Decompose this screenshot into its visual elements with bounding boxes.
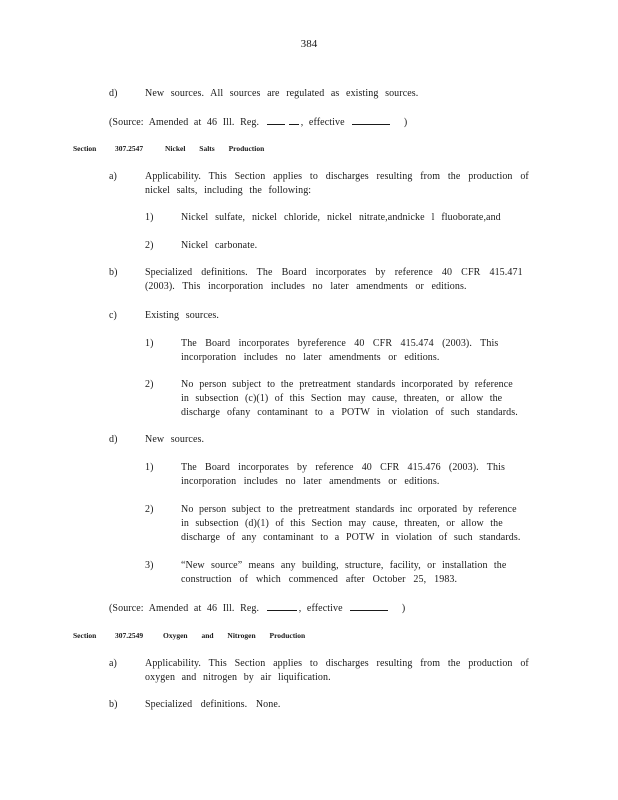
item-text-a2: Nickel carbonate. (181, 240, 258, 251)
subsection-label-a: a) (109, 658, 117, 669)
source-note-close: ) (403, 117, 408, 128)
item-text-c2-line2: in subsection (c)(1) of this Section may cause, threaten, or allow the (181, 393, 503, 404)
section-word: Section (73, 144, 97, 153)
section-word: Section (73, 631, 97, 640)
item-label-d2: 2) (145, 504, 154, 515)
item-text-d2-line1: No person subject to the pretreatment standards inc orporated by reference (181, 504, 517, 515)
source-note-prefix: (Source: Amended at 46 Ill. Reg. (109, 603, 260, 614)
subsection-text-a-line1: Applicability. This Section applies to discharges resulting from the production of (145, 658, 529, 669)
subsection-text-b-line1: Specialized definitions. The Board incorporates by reference 40 CFR 415.471 (145, 267, 523, 278)
subsection-label-b: b) (109, 267, 118, 278)
subsection-text-a-line2: oxygen and nitrogen by air liquification. (145, 672, 331, 683)
item-text-d3-line2: construction of which commenced after October 25, 1983. (181, 574, 458, 585)
section-number: 307.2547 (115, 144, 144, 153)
item-text-d2-line3: discharge of any contaminant to a POTW in violation of such standards. (181, 532, 521, 543)
item-text-c2-line3: discharge ofany contaminant to a POTW in violation of such standards. (181, 407, 518, 418)
subsection-label-d: d) (109, 88, 118, 99)
subsection-text-a-line2: nickel salts, including the following: (145, 185, 312, 196)
item-text-d1-line1: The Board incorporates by reference 40 CFR 415.476 (2003). This (181, 462, 505, 473)
item-text-c1-line2: incorporation includes no later amendments or editions. (181, 352, 440, 363)
subsection-text-c: Existing sources. (145, 310, 220, 321)
subsection-text-b: Specialized definitions. None. (145, 699, 281, 710)
section-number: 307.2549 (115, 631, 144, 640)
item-label-c2: 2) (145, 379, 154, 390)
section-title: Oxygen and Nitrogen Production (163, 631, 306, 640)
source-note-2547 (109, 601, 405, 617)
item-text-c1-line1: The Board incorporates byreference 40 CFR 415.474 (2003). This (181, 338, 499, 349)
subsection-text-a-line1: Applicability. This Section applies to discharges resulting from the production of (145, 171, 529, 182)
reg-blank-1 (267, 115, 285, 125)
subsection-label-c: c) (109, 310, 117, 321)
subsection-text-d2: New sources. (145, 434, 205, 445)
item-text-d3-line1: “New source” means any building, structure, facility, or installation the (181, 560, 507, 571)
effective-blank (352, 115, 390, 125)
item-label-a1: 1) (145, 212, 154, 223)
item-label-d1: 1) (145, 462, 154, 473)
reg-blank-2 (289, 115, 299, 125)
item-text-d1-line2: incorporation includes no later amendments or editions. (181, 476, 440, 487)
item-label-d3: 3) (145, 560, 154, 571)
subsection-text-b-line2: (2003). This incorporation includes no later amendments or editions. (145, 281, 467, 292)
source-note-close: ) (401, 603, 406, 614)
page-number: 384 (300, 38, 318, 50)
subsection-label-a: a) (109, 171, 117, 182)
source-note-prefix: (Source: Amended at 46 Ill. Reg. (109, 117, 260, 128)
effective-blank (350, 601, 388, 611)
item-label-c1: 1) (145, 338, 154, 349)
item-text-d2-line2: in subsection (d)(1) of this Section may cause, threaten, or allow the (181, 518, 503, 529)
section-title: Nickel Salts Production (165, 144, 265, 153)
source-note (109, 115, 407, 131)
subsection-text-d: New sources. All sources are regulated as existing sources. (145, 88, 419, 99)
source-note-effective: , effective (298, 603, 343, 614)
reg-blank (267, 601, 297, 611)
source-note-effective: , effective (300, 117, 345, 128)
subsection-label-b: b) (109, 699, 118, 710)
item-label-a2: 2) (145, 240, 154, 251)
subsection-label-d2: d) (109, 434, 118, 445)
item-text-c2-line1: No person subject to the pretreatment standards incorporated by reference (181, 379, 513, 390)
item-text-a1: Nickel sulfate, nickel chloride, nickel nitrate,andnicke l fluoborate,and (181, 212, 501, 223)
